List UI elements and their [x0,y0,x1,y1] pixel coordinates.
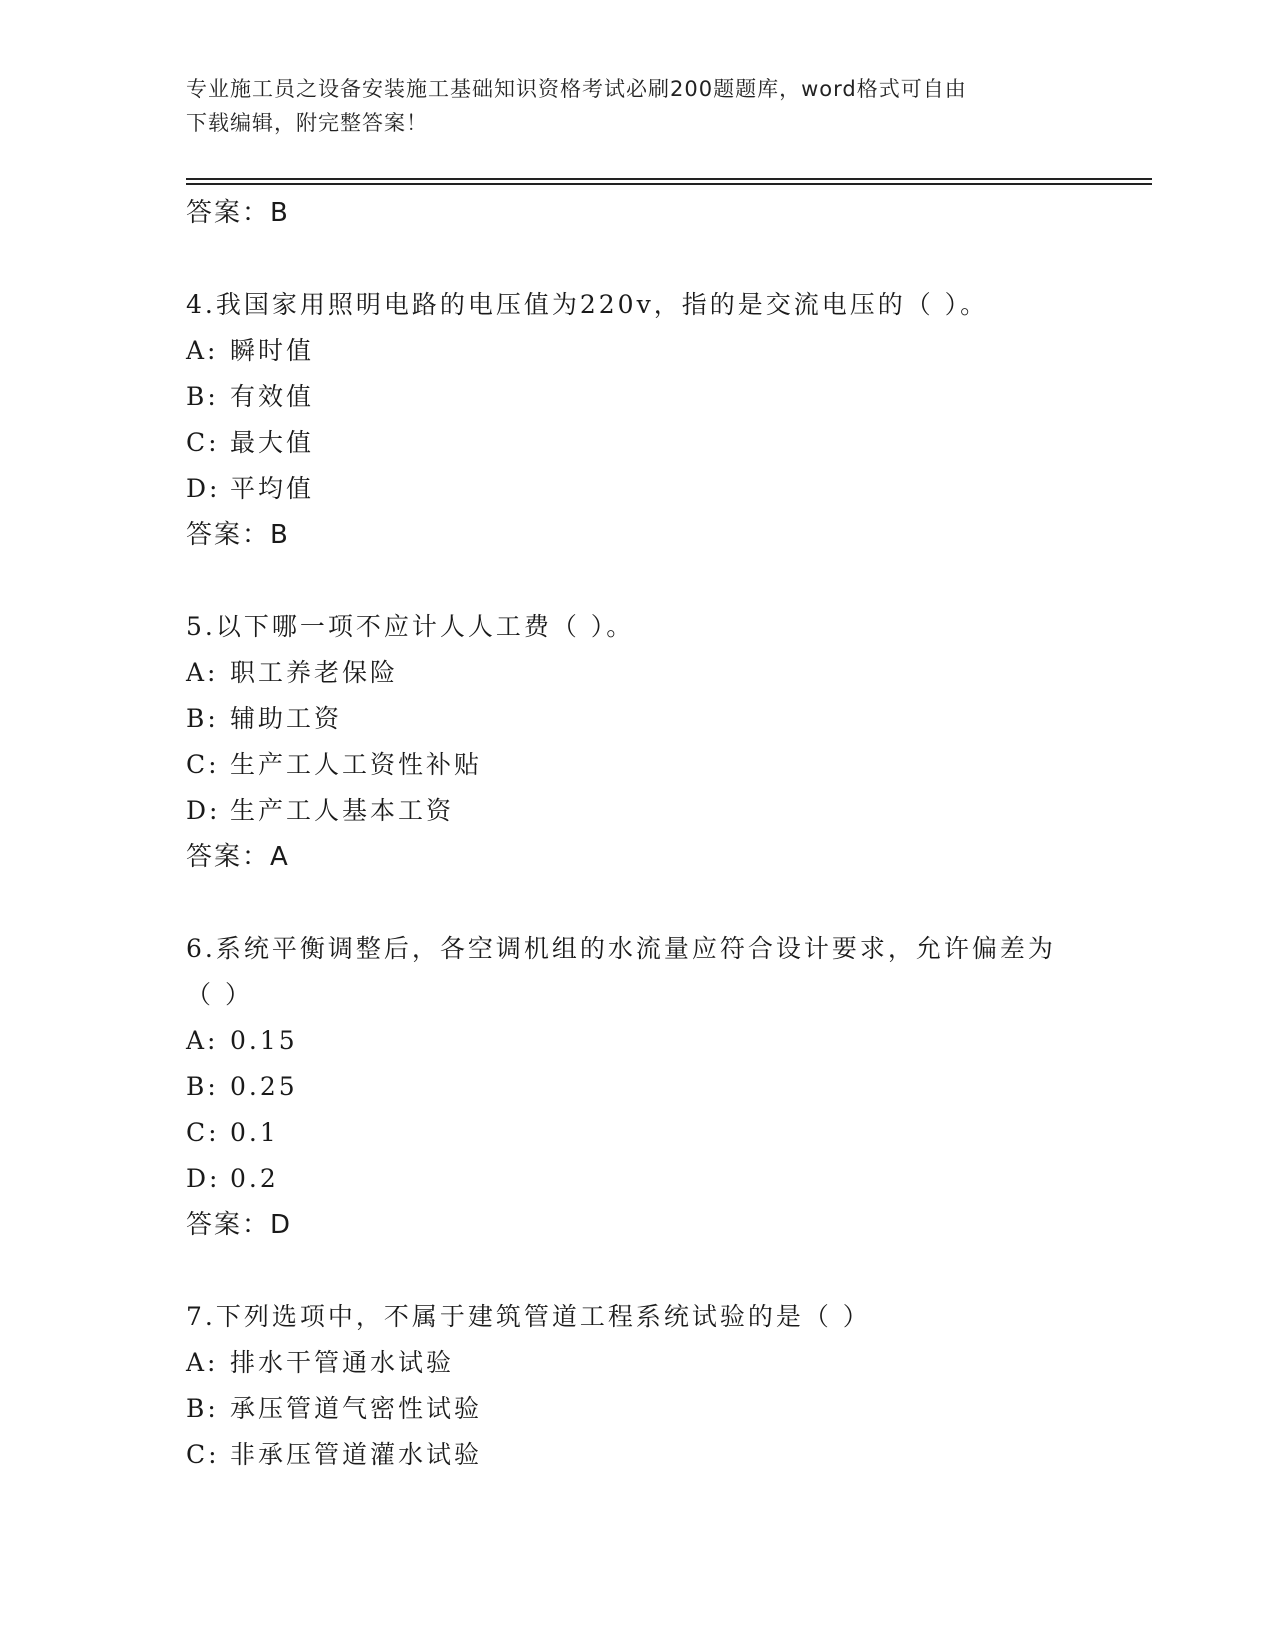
option-text: 承压管道气密性试验 [230,1394,483,1423]
option-item [186,466,1146,512]
option-label: B: [186,382,219,411]
option-label: A: [186,1348,219,1377]
option-label: B: [186,1394,219,1423]
option-item [186,788,1146,834]
option-label: B: [186,1072,219,1101]
option-item [186,742,1146,788]
option-label: D: [186,1164,221,1193]
option-item [186,328,1146,374]
option-item [186,1340,1146,1386]
question-7: 7.下列选项中，不属于建筑管道工程系统试验的是（ ） [186,1302,871,1331]
answer-previous: 答案：B [186,198,290,228]
option-item [186,374,1146,420]
header-divider-top [186,178,1152,180]
option-label: D: [186,796,221,825]
option-label: C: [186,750,220,779]
option-label: A: [186,658,219,687]
header-line-2: 下载编辑，附完整答案！ [186,111,428,135]
option-text: 辅助工资 [230,704,343,733]
option-label: B: [186,704,219,733]
option-label: C: [186,1118,220,1147]
answer-4: 答案：B [186,520,290,550]
option-text: 0.2 [230,1164,279,1193]
option-text: 非承压管道灌水试验 [230,1440,483,1469]
option-text: 职工养老保险 [230,658,399,687]
option-item [186,696,1146,742]
option-item [186,1110,1146,1156]
question-4: 4.我国家用照明电路的电压值为220v，指的是交流电压的（ ）。 [186,290,989,319]
question-5: 5.以下哪一项不应计人人工费（ ）。 [186,612,635,641]
question-list [186,190,1146,1478]
option-text: 有效值 [230,382,315,411]
option-text: 0.1 [230,1118,279,1147]
option-item [186,1064,1146,1110]
option-item [186,1432,1146,1478]
option-label: C: [186,1440,220,1469]
option-item [186,1018,1146,1064]
option-text: 瞬时值 [230,336,315,365]
option-item [186,420,1146,466]
option-text: 0.25 [230,1072,298,1101]
question-6: 6.系统平衡调整后，各空调机组的水流量应符合设计要求，允许偏差为（ ） [186,934,1056,1009]
option-label: C: [186,428,220,457]
option-text: 0.15 [230,1026,298,1055]
option-label: A: [186,336,219,365]
option-item [186,650,1146,696]
answer-6: 答案：D [186,1210,293,1240]
header-line-1: 专业施工员之设备安装施工基础知识资格考试必刷200题题库，word格式可自由 [186,77,967,101]
option-text: 生产工人工资性补贴 [230,750,483,779]
option-text: 最大值 [230,428,315,457]
option-label: D: [186,474,221,503]
option-text: 生产工人基本工资 [230,796,455,825]
header-divider-bottom [186,183,1152,185]
option-text: 排水干管通水试验 [230,1348,455,1377]
option-item [186,1156,1146,1202]
document-header [186,72,1086,140]
option-item [186,1386,1146,1432]
answer-5: 答案：A [186,842,290,872]
option-text: 平均值 [230,474,315,503]
option-label: A: [186,1026,219,1055]
